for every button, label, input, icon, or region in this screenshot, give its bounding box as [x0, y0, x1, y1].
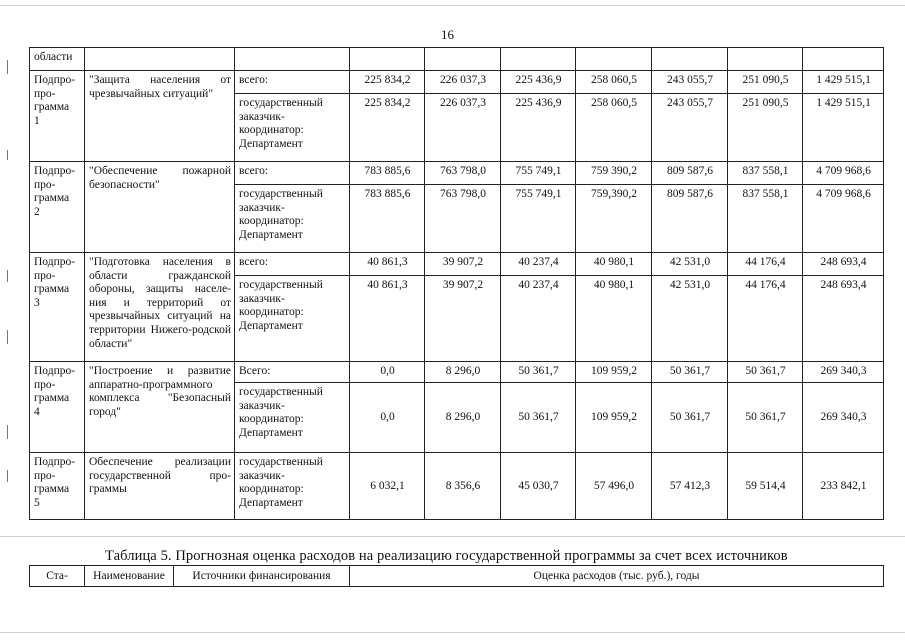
table-row	[30, 453, 884, 520]
subprogram-label: Подпро- про- грамма 4	[30, 362, 85, 453]
year-value: 763 798,0	[425, 162, 501, 185]
table-row	[30, 71, 884, 94]
year-value: 837 558,1	[728, 185, 803, 253]
margin-mark	[7, 330, 8, 344]
empty-cell	[85, 48, 235, 71]
margin-mark	[7, 270, 8, 282]
year-value: 243 055,7	[652, 71, 728, 94]
margin-mark	[7, 470, 8, 482]
scan-line-mid	[0, 536, 905, 537]
table5-header	[29, 565, 884, 587]
year-value: 225 436,9	[501, 94, 576, 162]
year-value: 59 514,4	[728, 453, 803, 520]
year-value: 763 798,0	[425, 185, 501, 253]
table5-caption: Таблица 5. Прогнозная оценка расходов на реализацию государственной программы за счет всех источников	[105, 548, 788, 564]
year-value: 39 907,2	[425, 276, 501, 362]
year-value: 8 356,6	[425, 453, 501, 520]
year-value: 251 090,5	[728, 94, 803, 162]
year-value: 40 861,3	[350, 253, 425, 276]
year-value: 226 037,3	[425, 71, 501, 94]
year-value: 783 885,6	[350, 162, 425, 185]
margin-mark	[7, 60, 8, 74]
margin-mark	[7, 150, 8, 160]
funding-source: государственный заказчик-координатор: Департамент	[235, 453, 350, 520]
total-value: 1 429 515,1	[803, 71, 884, 94]
year-value: 226 037,3	[425, 94, 501, 162]
table-row	[30, 362, 884, 383]
year-value: 50 361,7	[652, 362, 728, 383]
year-value: 42 531,0	[652, 276, 728, 362]
year-value: 109 959,2	[576, 362, 652, 383]
year-value: 42 531,0	[652, 253, 728, 276]
year-value: 40 980,1	[576, 276, 652, 362]
subprogram-label: Подпро- про- грамма 3	[30, 253, 85, 362]
year-value: 783 885,6	[350, 185, 425, 253]
year-value: 44 176,4	[728, 276, 803, 362]
funding-source: государственный заказчик-координатор: Департамент	[235, 185, 350, 253]
total-value: 248 693,4	[803, 253, 884, 276]
empty-cell	[803, 48, 884, 71]
table5-header-cell: Оценка расходов (тыс. руб.), годы	[350, 566, 884, 587]
continuation-row	[30, 48, 884, 71]
funding-source: Всего:	[235, 362, 350, 383]
year-value: 0,0	[350, 383, 425, 453]
subprogram-name: "Обеспечение пожарной безопасности"	[85, 162, 235, 253]
year-value: 755 749,1	[501, 185, 576, 253]
year-value: 44 176,4	[728, 253, 803, 276]
empty-cell	[501, 48, 576, 71]
year-value: 45 030,7	[501, 453, 576, 520]
year-value: 258 060,5	[576, 71, 652, 94]
year-value: 225 436,9	[501, 71, 576, 94]
funding-source: государственный заказчик-координатор: Департамент	[235, 383, 350, 453]
year-value: 837 558,1	[728, 162, 803, 185]
year-value: 50 361,7	[728, 383, 803, 453]
page-number: 16	[441, 27, 454, 42]
funding-source: государственный заказчик-координатор: Департамент	[235, 94, 350, 162]
year-value: 258 060,5	[576, 94, 652, 162]
year-value: 40 861,3	[350, 276, 425, 362]
expenses-table	[29, 47, 884, 520]
expenses-table-body	[30, 48, 884, 520]
subprogram-name: "Построение и развитие аппаратно-программного комплекса "Безопасный город"	[85, 362, 235, 453]
year-value: 50 361,7	[652, 383, 728, 453]
funding-source: всего:	[235, 71, 350, 94]
total-value: 1 429 515,1	[803, 94, 884, 162]
empty-cell	[652, 48, 728, 71]
total-value: 248 693,4	[803, 276, 884, 362]
year-value: 759 390,2	[576, 162, 652, 185]
funding-source: всего:	[235, 253, 350, 276]
scan-line-bottom	[0, 632, 905, 633]
total-value: 4 709 968,6	[803, 162, 884, 185]
table5-header-cell: Наименование	[85, 566, 174, 587]
year-value: 225 834,2	[350, 94, 425, 162]
scan-line-top	[0, 5, 905, 6]
year-value: 50 361,7	[501, 362, 576, 383]
year-value: 57 412,3	[652, 453, 728, 520]
empty-cell	[728, 48, 803, 71]
year-value: 109 959,2	[576, 383, 652, 453]
margin-mark	[7, 425, 8, 439]
year-value: 809 587,6	[652, 185, 728, 253]
year-value: 50 361,7	[728, 362, 803, 383]
year-value: 57 496,0	[576, 453, 652, 520]
year-value: 759,390,2	[576, 185, 652, 253]
year-value: 39 907,2	[425, 253, 501, 276]
empty-cell	[350, 48, 425, 71]
year-value: 251 090,5	[728, 71, 803, 94]
continuation-cell: области	[30, 48, 85, 71]
subprogram-name: "Защита населения от чрезвычайных ситуаций"	[85, 71, 235, 162]
year-value: 755 749,1	[501, 162, 576, 185]
year-value: 40 980,1	[576, 253, 652, 276]
year-value: 809 587,6	[652, 162, 728, 185]
table-row	[30, 253, 884, 276]
year-value: 50 361,7	[501, 383, 576, 453]
total-value: 269 340,3	[803, 383, 884, 453]
table5-header-cell: Источники финансирования	[174, 566, 350, 587]
year-value: 225 834,2	[350, 71, 425, 94]
empty-cell	[425, 48, 501, 71]
funding-source: государственный заказчик-координатор: Департамент	[235, 276, 350, 362]
empty-cell	[576, 48, 652, 71]
empty-cell	[235, 48, 350, 71]
subprogram-label: Подпро- про- грамма 5	[30, 453, 85, 520]
year-value: 8 296,0	[425, 362, 501, 383]
subprogram-label: Подпро- про- грамма 2	[30, 162, 85, 253]
total-value: 269 340,3	[803, 362, 884, 383]
year-value: 6 032,1	[350, 453, 425, 520]
table-row	[30, 162, 884, 185]
total-value: 4 709 968,6	[803, 185, 884, 253]
year-value: 0,0	[350, 362, 425, 383]
year-value: 243 055,7	[652, 94, 728, 162]
subprogram-name: "Подготовка населения в области гражданской обороны, защиты населе-ния и территорий от чрезвычайных ситуаций на территории Нижего-родской области"	[85, 253, 235, 362]
funding-source: всего:	[235, 162, 350, 185]
subprogram-name: Обеспечение реализации государственной про-граммы	[85, 453, 235, 520]
table5-header-cell: Ста-	[30, 566, 85, 587]
year-value: 40 237,4	[501, 276, 576, 362]
year-value: 40 237,4	[501, 253, 576, 276]
total-value: 233 842,1	[803, 453, 884, 520]
subprogram-label: Подпро- про- грамма 1	[30, 71, 85, 162]
year-value: 8 296,0	[425, 383, 501, 453]
